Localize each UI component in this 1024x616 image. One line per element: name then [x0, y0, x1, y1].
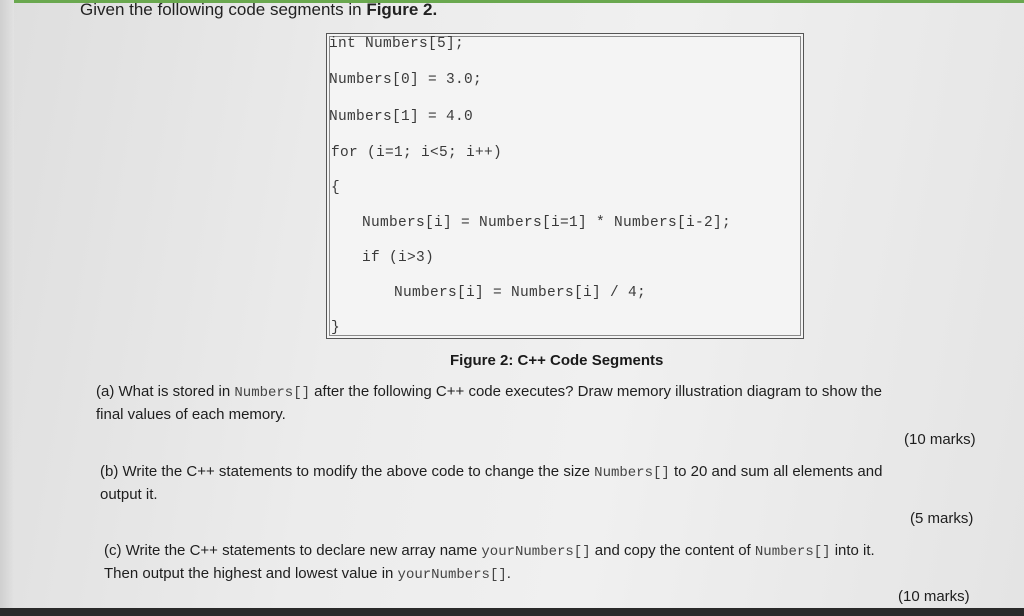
figure-caption: Figure 2: C++ Code Segments — [450, 352, 664, 369]
question-c-text-4: Then output the highest and lowest value in — [104, 565, 398, 582]
question-c-text-5: . — [506, 565, 511, 582]
code-line-3: Numbers[1] = 4.0 — [329, 109, 474, 125]
question-b-marks: (5 marks) — [910, 510, 974, 527]
heading-figure-ref: Figure 2. — [366, 0, 438, 19]
code-line-7: if (i>3) — [362, 250, 435, 266]
heading-text: Given the following code segments in — [80, 0, 367, 19]
question-c — [104, 540, 994, 586]
question-a-text-2: after the following C++ code executes? Draw memory illustration diagram to show the — [310, 383, 882, 400]
code-line-9: } — [331, 320, 341, 336]
question-a-text-3: final values of each memory. — [96, 406, 286, 423]
question-c-code-1: yourNumbers[] — [481, 544, 591, 560]
question-heading — [80, 0, 437, 20]
code-line-6: Numbers[i] = Numbers[i=1] * Numbers[i-2]; — [362, 215, 732, 231]
question-a — [96, 381, 986, 425]
question-a-marks: (10 marks) — [904, 431, 976, 448]
code-line-1: int Numbers[5]; — [329, 36, 465, 52]
code-line-2: Numbers[0] = 3.0; — [329, 72, 483, 88]
bottom-screen-edge — [0, 608, 1024, 616]
left-screen-edge — [0, 0, 14, 616]
question-b-text-2: to 20 and sum all elements and — [669, 463, 883, 480]
question-b-code-1: Numbers[] — [594, 465, 670, 481]
question-c-code-2: Numbers[] — [754, 544, 831, 560]
question-c-text-1: (c) Write the C++ statements to declare new array name — [104, 542, 482, 559]
question-c-text-2: and copy the content of — [590, 542, 755, 559]
question-c-code-3: yourNumbers[] — [397, 567, 507, 583]
question-a-text-1: (a) What is stored in — [96, 383, 235, 400]
code-line-5: { — [331, 180, 341, 196]
question-c-text-3: into it. — [830, 542, 875, 559]
question-b — [100, 461, 990, 505]
question-c-marks: (10 marks) — [898, 588, 970, 605]
code-line-4: for (i=1; i<5; i++) — [331, 145, 503, 161]
question-b-text-3: output it. — [100, 486, 158, 503]
code-line-8: Numbers[i] = Numbers[i] / 4; — [394, 285, 647, 301]
question-b-text-1: (b) Write the C++ statements to modify the above code to change the size — [100, 463, 595, 480]
question-a-code-1: Numbers[] — [234, 385, 311, 401]
